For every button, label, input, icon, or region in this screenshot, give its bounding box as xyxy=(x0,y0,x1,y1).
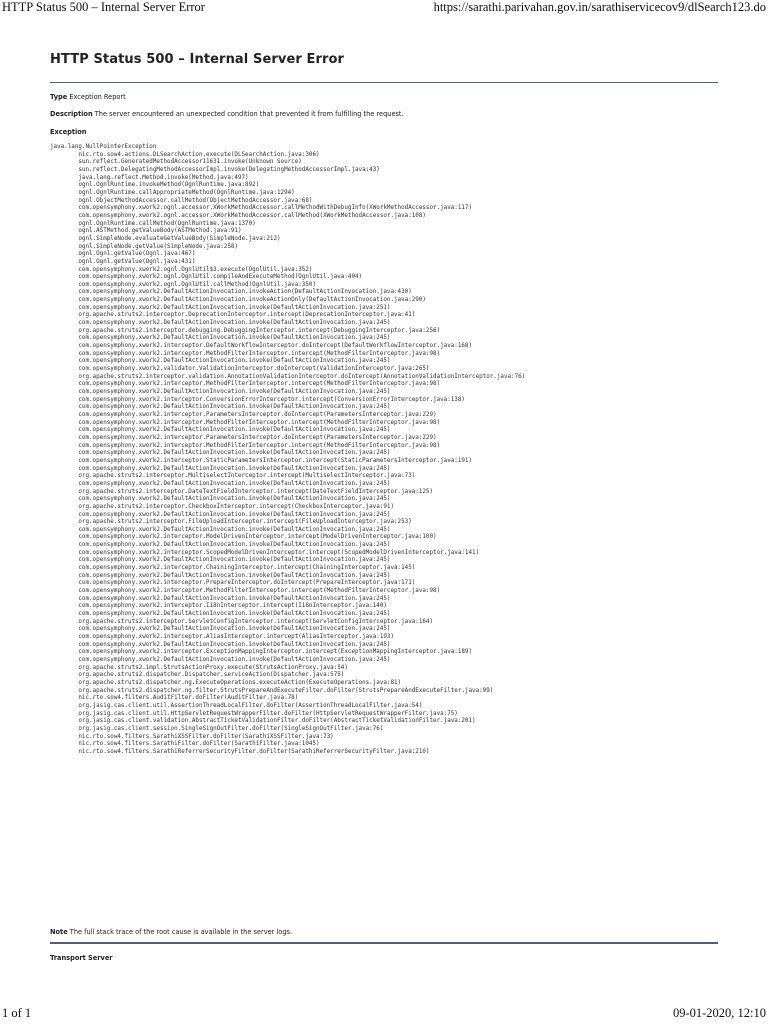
stack-trace-line: com.opensymphony.xwork2.DefaultActionInvocation.invoke(DefaultActionInvocation.java:245) xyxy=(50,427,391,434)
heading-divider xyxy=(50,82,718,83)
stack-trace-line: org.apache.struts2.dispatcher.Dispatcher.serviceAction(Dispatcher.java:575) xyxy=(50,672,345,679)
stack-trace-line: ognl.OgnlRuntime.callMethod(OgnlRuntime.java:1370) xyxy=(50,220,256,227)
print-footer-page: 1 of 1 xyxy=(2,1006,32,1020)
stack-trace-line: com.opensymphony.xwork2.DefaultActionInvocation.invoke(DefaultActionInvocation.java:245) xyxy=(50,572,391,579)
stack-trace-line: com.opensymphony.xwork2.DefaultActionInvocation.invoke(DefaultActionInvocation.java:245) xyxy=(50,626,391,633)
description-label: Description xyxy=(50,110,93,118)
stack-trace-line: com.opensymphony.xwork2.ognl.accessor.XWorkMethodAccessor.callMethodWithDebugInfo(XWorkMethodAccessor.java:117) xyxy=(50,205,473,212)
stack-trace-line: com.opensymphony.xwork2.DefaultActionInvocation.invoke(DefaultActionInvocation.java:245) xyxy=(50,480,391,487)
stack-trace-line: com.opensymphony.xwork2.DefaultActionInvocation.invokeActionOnly(DefaultActionInvocation.java:290) xyxy=(50,297,426,304)
print-footer xyxy=(0,1006,768,1022)
stack-trace-line: com.opensymphony.xwork2.DefaultActionInvocation.invoke(DefaultActionInvocation.java:245) xyxy=(50,595,391,602)
stack-trace-line: com.opensymphony.xwork2.ognl.OgnlUtil.compileAndExecuteMethod(OgnlUtil.java:404) xyxy=(50,274,363,281)
stack-trace-line: java.lang.reflect.Method.invoke(Method.java:497) xyxy=(50,174,249,181)
stack-trace-line: java.lang.NullPointerException xyxy=(50,144,157,150)
print-header-url[interactable]: https://sarathi.parivahan.gov.in/sarathiservicecov9/dlSearch123.do xyxy=(433,0,766,14)
stack-trace-line: nic.rto.sow4.actions.DLSearchAction.execute(DLSearchAction.java:306) xyxy=(50,151,320,158)
stack-trace-line: com.opensymphony.xwork2.interceptor.AliasInterceptor.intercept(AliasInterceptor.java:193) xyxy=(50,634,395,640)
stack-trace-line: org.jasig.cas.client.util.AssertionThreadLocalFilter.doFilter(AssertionThreadLocalFilter.java:54) xyxy=(50,702,423,709)
stack-trace-line: ognl.SimpleNode.evaluateGetValueBody(SimpleNode.java:212) xyxy=(50,235,281,242)
stack-trace-line: nic.rto.sow4.filters.AuditFilter.doFilter(AuditFilter.java:78) xyxy=(50,695,299,702)
stack-trace-line: com.opensymphony.xwork2.DefaultActionInvocation.invokeAction(DefaultActionInvocation.java:430) xyxy=(50,289,412,296)
stack-trace-line: com.opensymphony.xwork2.ognl.OgnlUtil$3.execute(OgnlUtil.java:352) xyxy=(50,266,313,273)
stack-trace-line: nic.rto.sow4.filters.SarathiXSSFilter.doFilter(SarathiXSSFilter.java:73) xyxy=(50,733,334,740)
stack-trace xyxy=(50,144,525,757)
stack-trace-line: org.jasig.cas.client.validation.AbstractTicketValidationFilter.doFilter(AbstractTicketValidationFilter.java:201) xyxy=(50,718,476,725)
description-row xyxy=(50,110,404,118)
footer-divider xyxy=(50,942,718,944)
stack-trace-line: com.opensymphony.xwork2.ognl.OgnlUtil.callMethod(OgnlUtil.java:350) xyxy=(50,281,316,288)
stack-trace-line: com.opensymphony.xwork2.interceptor.PrepareInterceptor.doIntercept(PrepareInterceptor.java:171) xyxy=(50,580,416,587)
stack-trace-line: com.opensymphony.xwork2.interceptor.DefaultWorkflowInterceptor.doIntercept(DefaultWorkflowInterceptor.java:168) xyxy=(50,343,473,350)
stack-trace-line: org.apache.struts2.interceptor.validation.AnnotationValidationInterceptor.doIntercept(AnnotationValidationInterceptor.java:76) xyxy=(50,373,526,380)
stack-trace-line: com.opensymphony.xwork2.interceptor.MethodFilterInterceptor.intercept(MethodFilterInterceptor.java:98) xyxy=(50,419,441,426)
stack-trace-line: com.opensymphony.xwork2.DefaultActionInvocation.invoke(DefaultActionInvocation.java:245) xyxy=(50,557,391,564)
stack-trace-line: org.jasig.cas.client.session.SingleSignOutFilter.doFilter(SingleSignOutFilter.java:76) xyxy=(50,725,384,732)
stack-trace-line: ognl.Ognl.getValue(Ognl.java:467) xyxy=(50,251,196,258)
type-row xyxy=(50,93,126,101)
stack-trace-line: ognl.ASTMethod.getValueBody(ASTMethod.java:91) xyxy=(50,228,242,235)
print-header-title: HTTP Status 500 – Internal Server Error xyxy=(2,0,205,14)
stack-trace-line: com.opensymphony.xwork2.DefaultActionInvocation.invoke(DefaultActionInvocation.java:245) xyxy=(50,358,391,365)
stack-trace-line: com.opensymphony.xwork2.interceptor.ModelDrivenInterceptor.intercept(ModelDrivenInterceptor.java:100) xyxy=(50,534,437,541)
note-row xyxy=(50,928,292,936)
stack-trace-line: com.opensymphony.xwork2.interceptor.ChainingInterceptor.intercept(ChainingInterceptor.java:145) xyxy=(50,565,416,572)
stack-trace-line: com.opensymphony.xwork2.interceptor.ScopedModelDrivenInterceptor.intercept(ScopedModelDrivenInterceptor.java:141) xyxy=(50,549,480,556)
stack-trace-line: sun.reflect.DelegatingMethodAccessorImpl.invoke(DelegatingMethodAccessorImpl.java:43) xyxy=(50,166,380,173)
print-footer-datetime: 09-01-2020, 12:10 xyxy=(672,1006,766,1020)
stack-trace-line: ognl.OgnlRuntime.invokeMethod(OgnlRuntime.java:892) xyxy=(50,182,260,189)
stack-trace-line: ognl.SimpleNode.getValue(SimpleNode.java:258) xyxy=(50,243,238,250)
stack-trace-line: sun.reflect.GeneratedMethodAccessor11631.invoke(Unknown Source) xyxy=(50,159,302,166)
stack-trace-line: com.opensymphony.xwork2.ognl.accessor.XWorkMethodAccessor.callMethod(XWorkMethodAccessor.java:108) xyxy=(50,212,426,219)
error-report xyxy=(50,52,718,962)
page-title: HTTP Status 500 – Internal Server Error xyxy=(50,52,345,67)
stack-trace-line: org.apache.struts2.interceptor.ServletConfigInterceptor.intercept(ServletConfigInterceptor.java:164) xyxy=(50,618,434,625)
stack-trace-line: com.opensymphony.xwork2.DefaultActionInvocation.invoke(DefaultActionInvocation.java:245) xyxy=(50,656,391,663)
stack-trace-line: com.opensymphony.xwork2.interceptor.I18nInterceptor.intercept(I18nInterceptor.java:140) xyxy=(50,603,387,610)
stack-trace-line: ognl.Ognl.getValue(Ognl.java:431) xyxy=(50,258,196,265)
stack-trace-line: org.apache.struts2.interceptor.DeprecationInterceptor.intercept(DeprecationInterceptor.java:41) xyxy=(50,312,416,319)
exception-label: Exception xyxy=(50,128,87,136)
stack-trace-line: com.opensymphony.xwork2.DefaultActionInvocation.invoke(DefaultActionInvocation.java:245) xyxy=(50,320,391,327)
stack-trace-line: com.opensymphony.xwork2.DefaultActionInvocation.invoke(DefaultActionInvocation.java:245) xyxy=(50,526,391,533)
stack-trace-line: com.opensymphony.xwork2.DefaultActionInvocation.invoke(DefaultActionInvocation.java:245) xyxy=(50,611,391,618)
stack-trace-line: com.opensymphony.xwork2.DefaultActionInvocation.invoke(DefaultActionInvocation.java:245) xyxy=(50,511,391,518)
stack-trace-line: com.opensymphony.xwork2.interceptor.ParametersInterceptor.doIntercept(ParametersInterceptor.java:229) xyxy=(50,411,437,418)
stack-trace-line: com.opensymphony.xwork2.DefaultActionInvocation.invoke(DefaultActionInvocation.java:245) xyxy=(50,542,391,549)
stack-trace-line: com.opensymphony.xwork2.interceptor.ConversionErrorInterceptor.intercept(ConversionErrorInterceptor.java:138) xyxy=(50,396,465,403)
stack-trace-line: com.opensymphony.xwork2.interceptor.StaticParametersInterceptor.intercept(StaticParametersInterceptor.java:191) xyxy=(50,457,473,464)
stack-trace-line: org.apache.struts2.dispatcher.ng.filter.StrutsPrepareAndExecuteFilter.doFilter(StrutsPrepareAndExecuteFilter.java:99) xyxy=(50,687,494,694)
stack-trace-line: com.opensymphony.xwork2.DefaultActionInvocation.invoke(DefaultActionInvocation.java:245) xyxy=(50,496,391,503)
stack-trace-line: com.opensymphony.xwork2.DefaultActionInvocation.invoke(DefaultActionInvocation.java:245) xyxy=(50,404,391,411)
stack-trace-line: org.jasig.cas.client.util.HttpServletRequestWrapperFilter.doFilter(HttpServletRequestWrapperFilter.java:75) xyxy=(50,710,458,717)
stack-trace-line: ognl.ObjectMethodAccessor.callMethod(ObjectMethodAccessor.java:68) xyxy=(50,197,313,204)
stack-trace-line: ognl.OgnlRuntime.callAppropriateMethod(OgnlRuntime.java:1294) xyxy=(50,189,295,196)
transport-server-label: Transport Server xyxy=(50,954,113,962)
stack-trace-line: org.apache.struts2.interceptor.CheckboxInterceptor.intercept(CheckboxInterceptor.java:91) xyxy=(50,503,395,510)
stack-trace-line: nic.rto.sow4.filters.SarathiReferrerSecurityFilter.doFilter(SarathiReferrerSecurityFilter.java:210) xyxy=(50,748,430,755)
stack-trace-line: org.apache.struts2.impl.StrutsActionProxy.execute(StrutsActionProxy.java:54) xyxy=(50,664,348,671)
stack-trace-line: com.opensymphony.xwork2.DefaultActionInvocation.invoke(DefaultActionInvocation.java:245) xyxy=(50,641,391,648)
stack-trace-line: com.opensymphony.xwork2.validator.ValidationInterceptor.doIntercept(ValidationInterceptor.java:265) xyxy=(50,366,430,373)
stack-trace-line: com.opensymphony.xwork2.DefaultActionInvocation.invoke(DefaultActionInvocation.java:245) xyxy=(50,335,391,342)
note-value: The full stack trace of the root cause is available in the server logs. xyxy=(69,928,293,936)
stack-trace-line: com.opensymphony.xwork2.DefaultActionInvocation.invoke(DefaultActionInvocation.java:245) xyxy=(50,389,391,395)
stack-trace-line: org.apache.struts2.dispatcher.ng.ExecuteOperations.executeAction(ExecuteOperations.java:81) xyxy=(50,679,402,686)
type-label: Type xyxy=(50,93,68,101)
stack-trace-line: com.opensymphony.xwork2.interceptor.MethodFilterInterceptor.intercept(MethodFilterInterceptor.java:98) xyxy=(50,442,441,449)
stack-trace-line: com.opensymphony.xwork2.interceptor.MethodFilterInterceptor.intercept(MethodFilterInterceptor.java:98) xyxy=(50,350,441,357)
stack-trace-line: org.apache.struts2.interceptor.DateTextFieldInterceptor.intercept(DateTextFieldInterceptor.java:125) xyxy=(50,488,434,495)
stack-trace-line: org.apache.struts2.interceptor.MultiselectInterceptor.intercept(MultiselectInterceptor.java:73) xyxy=(50,473,416,480)
stack-trace-line: com.opensymphony.xwork2.interceptor.ExceptionMappingInterceptor.intercept(ExceptionMappingInterceptor.java:189) xyxy=(50,649,473,656)
stack-trace-line: com.opensymphony.xwork2.interceptor.MethodFilterInterceptor.intercept(MethodFilterInterceptor.java:98) xyxy=(50,381,441,388)
type-value: Exception Report xyxy=(69,93,126,101)
stack-trace-line: com.opensymphony.xwork2.interceptor.ParametersInterceptor.doIntercept(ParametersInterceptor.java:229) xyxy=(50,434,437,441)
stack-trace-line: nic.rto.sow4.filters.SarathiFilter.doFilter(SarathiFilter.java:1045) xyxy=(50,741,320,748)
print-header xyxy=(0,0,768,16)
stack-trace-line: com.opensymphony.xwork2.interceptor.MethodFilterInterceptor.intercept(MethodFilterInterceptor.java:98) xyxy=(50,588,441,595)
stack-trace-line: com.opensymphony.xwork2.DefaultActionInvocation.invoke(DefaultActionInvocation.java:245) xyxy=(50,450,391,457)
note-label: Note xyxy=(50,928,68,936)
stack-trace-line: org.apache.struts2.interceptor.debugging.DebuggingInterceptor.intercept(DebuggingInterceptor.java:256) xyxy=(50,327,441,334)
stack-trace-line: com.opensymphony.xwork2.DefaultActionInvocation.invoke(DefaultActionInvocation.java:245) xyxy=(50,465,391,472)
stack-trace-line: com.opensymphony.xwork2.DefaultActionInvocation.invoke(DefaultActionInvocation.java:251) xyxy=(50,304,391,311)
description-value: The server encountered an unexpected condition that prevented it from fulfilling the request. xyxy=(94,110,404,118)
stack-trace-line: org.apache.struts2.interceptor.FileUploadInterceptor.intercept(FileUploadInterceptor.java:253) xyxy=(50,519,412,526)
